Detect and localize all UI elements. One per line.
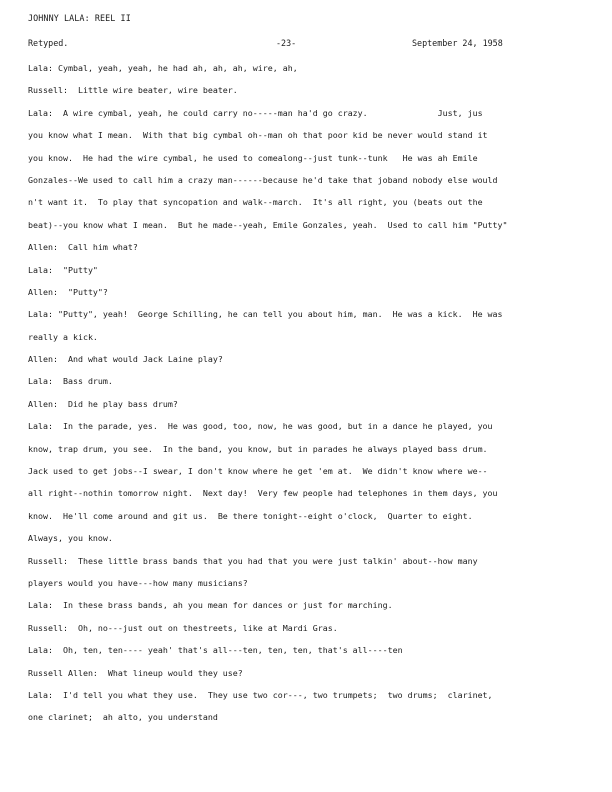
retyped-note: Retyped. <box>28 38 69 48</box>
transcript-body <box>28 57 584 726</box>
transcript-line: Russell: Oh, no---just out on thestreets, like at Mardi Gras. <box>28 622 338 633</box>
transcript-line: Russell: Little wire beater, wire beater. <box>28 85 238 96</box>
transcript-line: know. He'll come around and git us. Be there tonight--eight o'clock, Quarter to eight. <box>28 510 473 521</box>
transcript-line: beat)--you know what I mean. But he made--yeah, Emile Gonzales, yeah. Used to call him "Putty" <box>28 219 508 230</box>
transcript-line: Allen: "Putty"? <box>28 286 108 297</box>
transcript-line: one clarinet; ah alto, you understand <box>28 712 218 723</box>
document-date: September 24, 1958 <box>412 38 503 48</box>
document-header: JOHNNY LALA: REEL II <box>28 13 131 23</box>
transcript-line: Russell: These little brass bands that you had that you were just talkin' about--how many <box>28 555 478 566</box>
transcript-line: Lala: "Putty" <box>28 264 98 275</box>
transcript-line: Lala: A wire cymbal, yeah, he could carry no-----man ha'd go crazy. Just, jus <box>28 107 483 118</box>
transcript-line: Jack used to get jobs--I swear, I don't know where he get 'em at. We didn't know where we-- <box>28 466 488 477</box>
transcript-line: Allen: Did he play bass drum? <box>28 398 178 409</box>
transcript-line: Russell Allen: What lineup would they use? <box>28 667 243 678</box>
transcript-line: you know what I mean. With that big cymbal oh--man oh that poor kid be never would stand it <box>28 130 488 141</box>
transcript-line: know, trap drum, you see. In the band, you know, but in parades he always played bass drum. <box>28 443 488 454</box>
transcript-line: Lala: Oh, ten, ten---- yeah' that's all---ten, ten, ten, that's all----ten <box>28 645 403 656</box>
transcript-line: Lala: In the parade, yes. He was good, too, now, he was good, but in a dance he played, you <box>28 421 493 432</box>
transcript-line: you know. He had the wire cymbal, he used to comealong--just tunk--tunk He was ah Emile <box>28 152 478 163</box>
transcript-line: Lala: "Putty", yeah! George Schilling, he can tell you about him, man. He was a kick. He was <box>28 309 503 320</box>
transcript-line: Allen: And what would Jack Laine play? <box>28 354 223 365</box>
transcript-line: Gonzales--We used to call him a crazy man------because he'd take that joband nobody else would <box>28 174 498 185</box>
transcript-line: Allen: Call him what? <box>28 242 138 253</box>
transcript-line: players would you have---how many musicians? <box>28 577 248 588</box>
transcript-line: Lala: I'd tell you what they use. They use two cor---, two trumpets; two drums; clarinet, <box>28 689 493 700</box>
transcript-line: n't want it. To play that syncopation and walk--march. It's all right, you (beats out the <box>28 197 483 208</box>
transcript-line: Lala: Bass drum. <box>28 376 113 387</box>
transcript-line: Always, you know. <box>28 533 113 544</box>
page-number: -23- <box>276 38 297 48</box>
transcript-line: really a kick. <box>28 331 98 342</box>
transcript-line: all right--nothin tomorrow night. Next day! Very few people had telephones in them days, you <box>28 488 498 499</box>
transcript-line: Lala: Cymbal, yeah, yeah, he had ah, ah, ah, wire, ah, <box>28 63 298 73</box>
transcript-line: Lala: In these brass bands, ah you mean for dances or just for marching. <box>28 600 393 611</box>
